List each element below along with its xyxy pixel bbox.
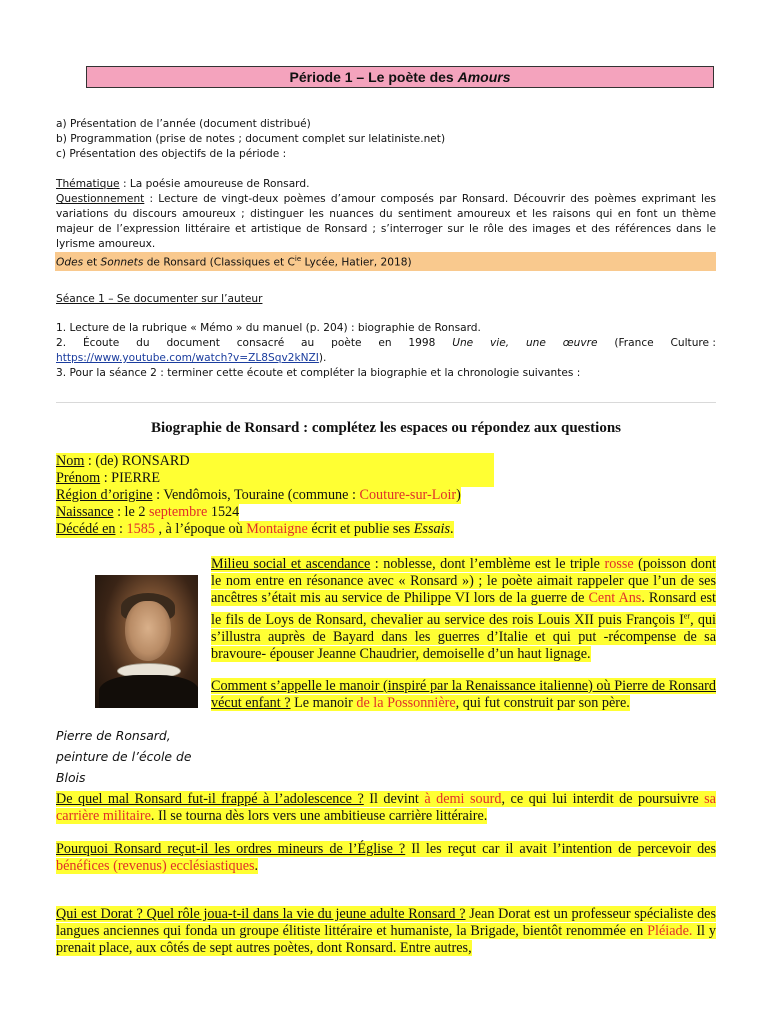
milieu-label: Milieu social et ascendance bbox=[211, 556, 371, 572]
milieu-answer: Cent Ans bbox=[588, 590, 642, 606]
region-value: : Vendômois, Touraine (commune : bbox=[152, 487, 360, 503]
dorat-question: Qui est Dorat ? Quel rôle joua-t-il dans la vie du jeune adulte Ronsard ? bbox=[56, 906, 466, 922]
dorat-answer: Pléiade. bbox=[647, 923, 693, 939]
field-deces bbox=[56, 521, 716, 538]
region-label: Région d’origine bbox=[56, 487, 153, 503]
step-2-word: 2. bbox=[56, 337, 67, 349]
mal-highlight bbox=[56, 791, 716, 824]
deces-text: , à l’époque où bbox=[154, 521, 247, 537]
deces-label: Décédé en bbox=[56, 521, 116, 537]
ordres-answer: bénéfices (revenus) ecclésiastiques bbox=[56, 858, 255, 874]
questionnement-paragraph bbox=[56, 193, 716, 250]
dorat-text: Jean Dorat est un professeur spécialiste des langues anciennes qui fonda un groupe élitiste littéraire et humaniste, la Brigade, bientôt renommée en bbox=[56, 906, 716, 939]
manoir-question: Comment s’appelle le manoir (inspiré par la Renaissance italienne) où Pierre de Ronsard vécut enfant ? bbox=[211, 677, 716, 711]
step-3: 3. Pour la séance 2 : terminer cette écoute et compléter la biographie et la chronologie suivantes : bbox=[56, 367, 581, 379]
step-2-word: Écoute bbox=[82, 337, 120, 349]
mal-answer: à demi sourd bbox=[424, 791, 502, 807]
deces-year-answer: 1585 bbox=[126, 521, 155, 537]
step-2-word: en bbox=[378, 337, 392, 349]
mal-text: . Il se tourna dès lors vers une ambitieuse carrière littéraire. bbox=[150, 808, 488, 824]
nom-value: : (de) RONSARD bbox=[84, 453, 190, 469]
step-2-word: Culture : bbox=[670, 337, 716, 349]
step-2-work-title: Une bbox=[452, 337, 474, 349]
naissance-label: Naissance bbox=[56, 504, 114, 520]
step-2-word: poète bbox=[331, 337, 362, 349]
ronsard-portrait bbox=[95, 575, 198, 708]
step-2-word: au bbox=[301, 337, 315, 349]
step-2-word: (France bbox=[614, 337, 654, 349]
ordres-question: Pourquoi Ronsard reçut-il les ordres mineurs de l’Église ? bbox=[56, 841, 406, 857]
portrait-caption: Pierre de Ronsard, peinture de l’école de Blois bbox=[56, 728, 192, 785]
step-2-work-title: une bbox=[525, 337, 546, 349]
deces-author-answer: Montaigne bbox=[246, 521, 308, 537]
milieu-text: , qui s’illustra auprès de Bayard dans les guerres d’Italie et qui put -récompense de sa bravoure- épouser Jeanne Chaudrier, demoiselle d’un haut lignage. bbox=[211, 611, 716, 662]
milieu-text: . Ronsard est le fils de Loys de Ronsard, chevalier au service des rois Louis XII puis François I bbox=[211, 590, 716, 628]
ordres-paragraph bbox=[56, 841, 716, 875]
step-2-word: document bbox=[166, 337, 220, 349]
manoir-text: Le manoir bbox=[290, 694, 357, 711]
naissance-answer: septembre bbox=[148, 504, 208, 520]
youtube-link[interactable]: https://www.youtube.com/watch?v=ZL8Sqv2kNZI bbox=[56, 352, 319, 364]
intro-list bbox=[56, 117, 716, 162]
period-banner bbox=[86, 66, 714, 88]
field-nom bbox=[56, 453, 716, 470]
questionnement-text: : Lecture de vingt-deux poèmes d’amour composés par Ronsard. Découvrir des poèmes exprimant les variations du discours amoureux ; distinguer les nuances du sentiment amoureux et les raisons qui en font un thème majeur de l’expression littéraire et artistique de Ronsard ; s’interroger sur le rôle des images et des références dans le lyrisme amoureux. bbox=[56, 193, 716, 250]
field-naissance bbox=[56, 504, 716, 521]
intro-item: b) Programmation (prise de notes ; document complet sur lelatiniste.net) bbox=[56, 133, 446, 145]
manoir-paragraph bbox=[211, 678, 716, 712]
milieu-text: (poisson dont le nom entre en résonance avec « Ronsard ») ; le poète aimait rappeler que l’un de ses ancêtres s’était mis au service de Philippe VI lors de la guerre de bbox=[211, 556, 716, 606]
prenom-value: : PIERRE bbox=[100, 470, 161, 486]
step-1: 1. Lecture de la rubrique « Mémo » du manuel (p. 204) : biographie de Ronsard. bbox=[56, 322, 481, 334]
biography-title: Biographie de Ronsard : complétez les espaces ou répondez aux questions bbox=[151, 420, 621, 436]
mal-text: Il devint bbox=[363, 791, 425, 807]
dorat-text: Il y prenait place, aux côtés de sept autres poètes, dont Ronsard. Entre autres, bbox=[56, 923, 716, 956]
ordres-text: Il les reçut car il avait l’intention de percevoir des bbox=[405, 841, 716, 857]
ordres-text: . bbox=[254, 858, 259, 874]
biography-right-column bbox=[211, 556, 716, 712]
step-2-work-title: œuvre bbox=[562, 337, 598, 349]
step-2-word: du bbox=[136, 337, 150, 349]
edition-text-a: de Ronsard (Classiques et C bbox=[143, 256, 295, 269]
deces-end: . bbox=[450, 521, 454, 537]
thematique-label: Thématique bbox=[56, 178, 120, 190]
milieu-sup: er bbox=[683, 611, 691, 620]
step-2-link-line bbox=[56, 351, 716, 366]
step-2-word: consacré bbox=[236, 337, 285, 349]
seance-title: Séance 1 – Se documenter sur l’auteur bbox=[56, 293, 263, 305]
milieu-answer: rosse bbox=[604, 556, 634, 572]
edition-odes: Odes bbox=[56, 256, 84, 269]
naissance-text: : le 2 bbox=[113, 504, 149, 520]
milieu-text: : noblesse, dont l’emblème est le triple bbox=[370, 556, 605, 572]
step-2-word: 1998 bbox=[408, 337, 436, 349]
field-prenom bbox=[56, 470, 716, 487]
banner-title: Période 1 – Le poète des bbox=[289, 69, 458, 85]
biography-fields bbox=[56, 453, 716, 538]
field-region bbox=[56, 487, 716, 504]
step-2-work-title: vie, bbox=[490, 337, 510, 349]
region-answer: Couture-sur-Loir bbox=[359, 487, 457, 503]
edition-sup: ie bbox=[294, 255, 302, 263]
edition-sonnets: Sonnets bbox=[100, 256, 144, 269]
nom-label: Nom bbox=[56, 453, 85, 469]
region-end: ) bbox=[456, 487, 461, 503]
edition-reference bbox=[55, 252, 716, 271]
questionnement-label: Questionnement bbox=[56, 193, 145, 205]
ordres-highlight bbox=[56, 841, 716, 874]
deces-text: écrit et publie ses bbox=[307, 521, 414, 537]
manoir-answer: de la Possonnière bbox=[356, 694, 456, 711]
seance-steps bbox=[56, 321, 716, 381]
mal-paragraph bbox=[56, 791, 716, 825]
step-2 bbox=[56, 336, 716, 351]
dorat-highlight bbox=[56, 906, 716, 956]
milieu-highlight bbox=[211, 556, 716, 662]
mal-question: De quel mal Ronsard fut-il frappé à l’adolescence ? bbox=[56, 791, 364, 807]
thematique-line bbox=[56, 177, 716, 192]
theme-block bbox=[56, 177, 716, 271]
mal-answer: sa carrière militaire bbox=[56, 791, 716, 824]
link-tail: ). bbox=[318, 352, 327, 364]
milieu-paragraph bbox=[211, 556, 716, 663]
thematique-text: : La poésie amoureuse de Ronsard. bbox=[119, 178, 310, 190]
section-divider bbox=[56, 402, 716, 403]
edition-text-b: Lycée, Hatier, 2018) bbox=[301, 256, 412, 269]
intro-item: a) Présentation de l’année (document distribué) bbox=[56, 118, 311, 130]
banner-title-italic: Amours bbox=[457, 69, 511, 85]
naissance-year: 1524 bbox=[207, 504, 240, 520]
intro-item: c) Présentation des objectifs de la période : bbox=[56, 148, 287, 160]
deces-text: : bbox=[115, 521, 127, 537]
mal-text: , ce qui lui interdit de poursuivre bbox=[501, 791, 705, 807]
manoir-highlight bbox=[211, 678, 716, 711]
dorat-paragraph bbox=[56, 906, 716, 957]
manoir-text: , qui fut construit par son père. bbox=[455, 694, 630, 711]
essais-title: Essais bbox=[413, 521, 451, 537]
prenom-label: Prénom bbox=[56, 470, 101, 486]
edition-et: et bbox=[83, 256, 101, 269]
